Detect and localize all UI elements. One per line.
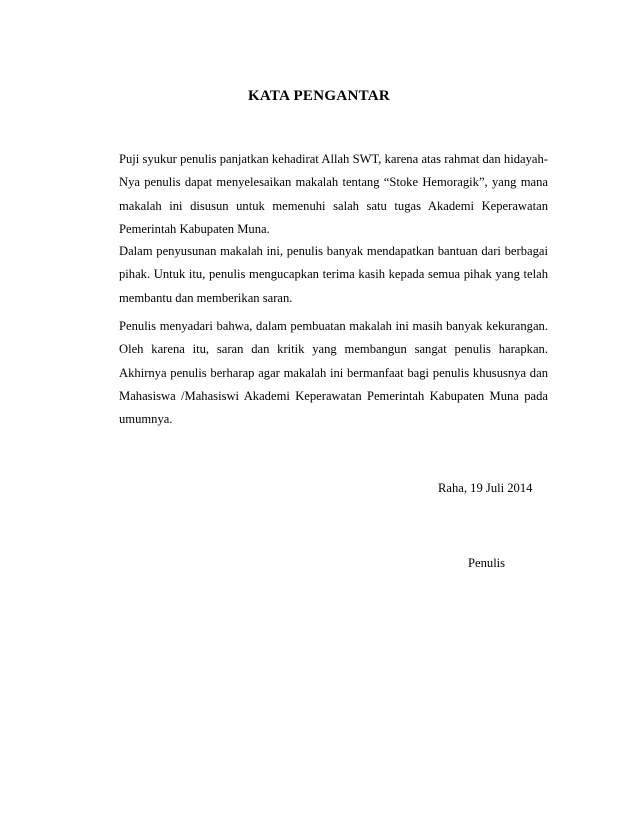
paragraph-3: Penulis menyadari bahwa, dalam pembuatan makalah ini masih banyak kekurangan. Oleh karena itu, saran dan kritik yang membangun sangat penulis harapkan. Akhirnya penulis berharap agar makalah ini bermanfaat bagi penulis khususnya dan Mahasiswa /Mahasiswi Akademi Keperawatan Pemerintah Kabupaten Muna pada umumnya. — [119, 319, 548, 427]
paragraph-2: Dalam penyusunan makalah ini, penulis banyak mendapatkan bantuan dari berbagai pihak. Untuk itu, penulis mengucapkan terima kasih kepada semua pihak yang telah membantu dan memberikan saran. — [119, 244, 548, 305]
paragraph-1: Puji syukur penulis panjatkan kehadirat Allah SWT, karena atas rahmat dan hidayah-Nya penulis dapat menyelesaikan makalah tentang “Stoke Hemoragik”, yang mana makalah ini disusun untuk memenuhi salah satu tugas Akademi Keperawatan Pemerintah Kabupaten Muna. — [119, 152, 548, 236]
signer-name: Penulis — [468, 556, 506, 570]
place-date: Raha, 19 Juli 2014 — [438, 481, 533, 495]
page-title: KATA PENGANTAR — [247, 88, 391, 104]
